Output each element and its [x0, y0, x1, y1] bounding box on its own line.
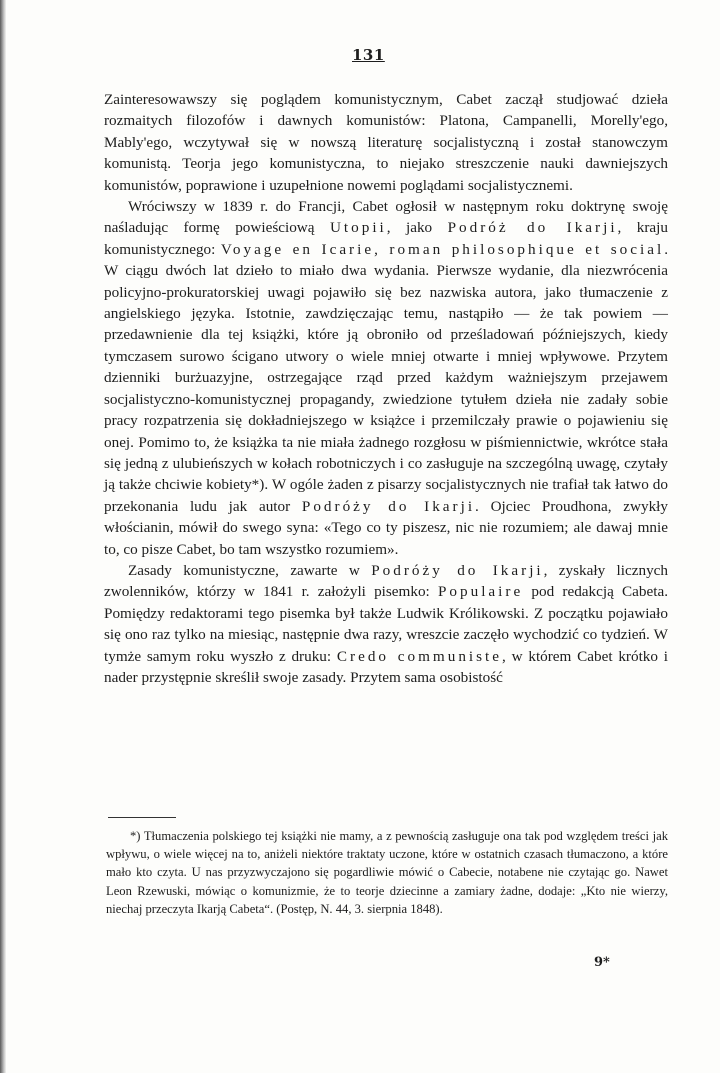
- emphasized-title: Credo communiste: [336, 647, 503, 665]
- text-run: , jako: [386, 219, 448, 237]
- paragraph-3: [104, 560, 668, 688]
- footnote-divider: [108, 817, 176, 818]
- text-run: Zainteresowawszy się poglądem komunistycznym, Cabet zaczął studjować dzieła rozmaitych filozofów i dawnych komunistów: Platona, Campanelli, Morelly'ego, Mably'ego, wczytywał się w nowszą literaturę socjalistyczną i został stanowczym komunistą. Teorja jego komunistyczna, to niejako streszczenie nauki dawniejszych komunistów, poprawione i uzupełnione nowemi poglądami socjalistycznemi.: [104, 91, 668, 194]
- page-binding-edge: [0, 0, 6, 1073]
- emphasized-title: Populaire: [437, 583, 524, 601]
- emphasized-title: Utopii: [329, 219, 387, 237]
- paragraph-2: [104, 196, 668, 560]
- text-run: pod redakcją Cabeta. Pomiędzy redaktorami tego pisemka był także Ludwik Królikowski. Z początku pojawiało się ono raz tylko na miesiąc, następnie dwa razy, wreszcie zaczęło wychodzić co tydzień. W tymże samym roku wyszło z druku:: [104, 583, 668, 665]
- text-run: , kraju komunistycznego:: [104, 219, 668, 258]
- text-run: . W ciągu dwóch lat dzieło to miało dwa wydania. Pierwsze wydanie, dla niezwrócenia policyjno-prokuratorskiej uwagi pojawiło się bez nazwiska autora, jako tłumaczenie z angielskiego języka. Istotnie, zawdzięczając temu, nastąpiło — że tak powiem — przedawnienie dla tej książki, które ją obroniło od prześladowań późniejszych, kiedy tymczasem surowo ścigano utwory o wiele mniej otwarte i mniej wpływowe. Przytem dzienniki burżuazyjne, ostrzegające rząd przed każdym ważniejszym przejawem socjalistyczno-komunistycznej propagandy, zwiedzione tytułem dzieła nie zadały sobie pracy rozpatrzenia się dokładniejszego w książce i przemilczały prawie o pojawieniu się onej. Pomimo to, że książka ta nie miała żadnego rozgłosu w piśmiennictwie, wkrótce stała się jedną z ulubieńszych w kołach robotniczych i co zasługuje na szczególną uwagę, czytały ją także chciwie kobiety*). W ogóle żaden z pisarzy socjalistycznych nie trafiał tak łatwo do przekonania ludu jak autor: [104, 240, 668, 515]
- printer-signature: 9*: [594, 955, 610, 970]
- text-run: , w którem Cabet krótko i nader przystępnie skreślił swoje zasady. Przytem sama osobistość: [104, 647, 668, 686]
- emphasized-title: Podróż do Ikarji: [447, 219, 618, 237]
- emphasized-title: Podróży do Ikarji: [301, 497, 476, 515]
- paragraph-1: [104, 89, 668, 196]
- page-number: 131: [352, 46, 385, 64]
- emphasized-title: Voyage en Icarie, roman philosophique et social: [220, 240, 665, 258]
- footnote: *) Tłumaczenia polskiego tej książki nie mamy, a z pewnością zasługuje ona tak pod względem treści jak wpływu, o wiele więcej na to, aniżeli niektóre traktaty uczone, które w ostatnich czasach tłumaczono, a które mało kto czyta. U nas przyzwyczajono się pogardliwie mówić o Cabecie, notabene nie czytając go. Nawet Leon Rzewuski, mówiąc o komunizmie, że to teorje dziecinne a zamiary żadne, dodaje: „Kto nie wierzy, niechaj przeczyta Ikarją Cabeta“. (Postęp, N. 44, 3. sierpnia 1848).: [106, 829, 668, 916]
- emphasized-title: Podróży do Ikarji: [371, 561, 544, 579]
- body-text: [104, 89, 668, 688]
- text-run: Zasady komunistyczne, zawarte w: [128, 561, 372, 579]
- text-run: , zyskały licznych zwolenników, którzy w 1841 r. założyli pisemko:: [104, 561, 668, 601]
- text-run: . Ojciec Proudhona, zwykły włościanin, mówił do swego syna: «Tego co ty piszesz, nic nie rozumiem; ale dawaj mnie to, co pisze Cabet, bo tam wszystko rozumiem».: [104, 497, 668, 558]
- text-run: Wróciwszy w 1839 r. do Francji, Cabet ogłosił w następnym roku doktrynę swoję naśladując formę powieściową: [104, 198, 668, 237]
